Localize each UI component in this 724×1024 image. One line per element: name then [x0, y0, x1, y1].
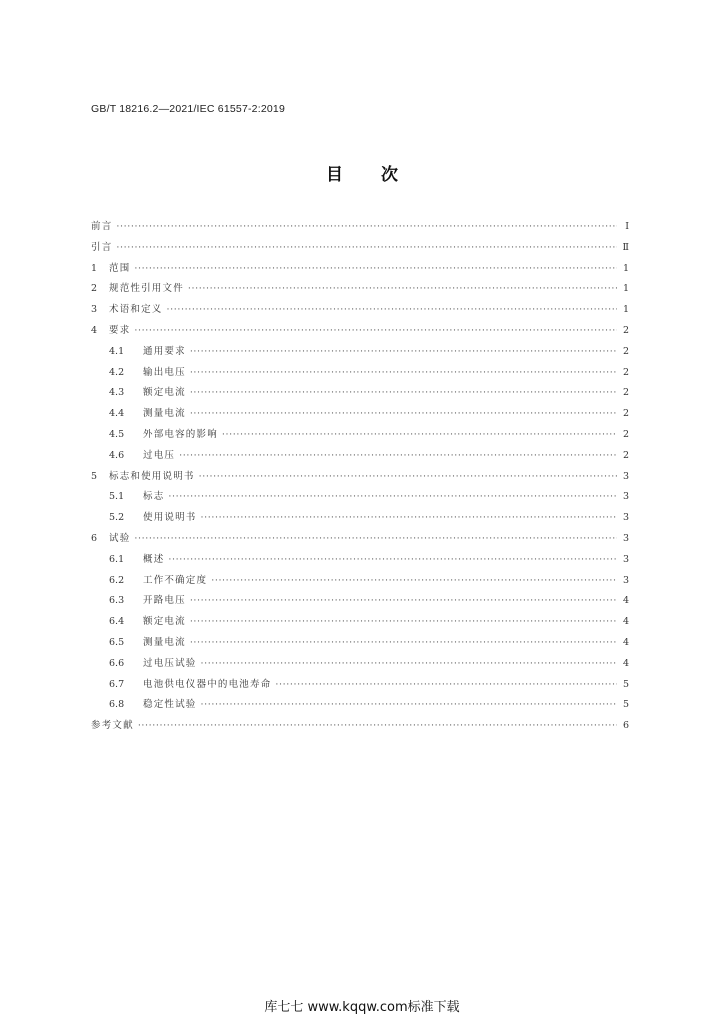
toc-dot-leader [275, 675, 617, 696]
toc-entry-number: 5 [91, 470, 98, 482]
toc-entry[interactable] [91, 363, 629, 384]
footer-watermark: 库七七 www.kqqw.com标准下载 [264, 1000, 460, 1015]
toc-dot-leader [116, 217, 617, 238]
toc-dot-leader [167, 300, 617, 321]
toc-entry-label: 前言 [91, 221, 113, 232]
toc-dot-leader [134, 259, 617, 280]
toc-entry-label: 测量电流 [143, 408, 186, 420]
toc-dot-leader [201, 654, 617, 675]
toc-dot-leader [201, 508, 617, 529]
toc-dot-leader [201, 695, 617, 716]
toc-entry-label: 工作不确定度 [143, 574, 208, 586]
toc-dot-leader [168, 487, 617, 508]
toc-dot-leader [190, 633, 617, 654]
table-of-contents [91, 217, 629, 737]
toc-entry-label: 过电压 [143, 449, 176, 461]
toc-entry-number: 4.2 [109, 366, 125, 378]
toc-entry-page: 2 [622, 345, 629, 357]
toc-entry-page: 6 [622, 720, 629, 732]
toc-entry-label: 稳定性试验 [143, 699, 197, 711]
toc-entry[interactable] [91, 279, 629, 300]
toc-dot-leader [168, 550, 617, 571]
toc-entry-label: 标志 [143, 491, 165, 503]
toc-entry-page: 3 [622, 574, 629, 586]
toc-entry-label: 范围 [109, 262, 131, 274]
toc-dot-leader [116, 238, 617, 259]
toc-entry-page: 1 [622, 304, 629, 316]
toc-entry-label: 过电压试验 [143, 657, 197, 669]
toc-entry-page: 2 [622, 449, 629, 461]
toc-entry-number: 6.4 [109, 616, 125, 628]
toc-entry-page: 3 [622, 553, 629, 565]
toc-entry[interactable] [91, 654, 629, 675]
toc-entry-number: 5.1 [109, 491, 125, 503]
toc-entry-page: 2 [622, 366, 629, 378]
toc-entry-page: 3 [622, 491, 629, 503]
toc-dot-leader [199, 467, 617, 488]
toc-entry-page: 1 [622, 262, 629, 274]
toc-entry-label: 电池供电仪器中的电池寿命 [143, 678, 272, 690]
toc-entry-page: 2 [622, 387, 629, 399]
toc-entry[interactable] [91, 321, 629, 342]
toc-entry-number: 6.5 [109, 636, 125, 648]
toc-entry-page: 3 [622, 532, 629, 544]
toc-entry-label: 参考文献 [91, 720, 134, 732]
toc-entry[interactable] [91, 529, 629, 550]
toc-entry-number: 5.2 [109, 512, 125, 524]
toc-entry-label: 要求 [109, 324, 131, 336]
toc-entry-page: 4 [622, 657, 629, 669]
toc-entry-number: 6.2 [109, 574, 125, 586]
toc-entry-number: 6.7 [109, 678, 125, 690]
toc-entry[interactable] [91, 383, 629, 404]
toc-entry-label: 使用说明书 [143, 512, 197, 524]
toc-dot-leader [134, 321, 617, 342]
toc-dot-leader [190, 342, 617, 363]
toc-entry-page: 2 [622, 408, 629, 420]
toc-entry-label: 术语和定义 [109, 304, 163, 316]
toc-entry[interactable] [91, 695, 629, 716]
toc-entry[interactable] [91, 238, 629, 259]
toc-entry-page: 3 [622, 512, 629, 524]
toc-dot-leader [190, 404, 617, 425]
toc-dot-leader [188, 279, 617, 300]
toc-entry-number: 4.6 [109, 449, 125, 461]
toc-entry-page: 3 [622, 470, 629, 482]
toc-entry[interactable] [91, 716, 629, 737]
toc-entry-label: 测量电流 [143, 636, 186, 648]
toc-entry-label: 额定电流 [143, 387, 186, 399]
toc-entry-label: 引言 [91, 241, 113, 253]
toc-entry[interactable] [91, 612, 629, 633]
toc-dot-leader [134, 529, 617, 550]
toc-entry[interactable] [91, 404, 629, 425]
toc-entry-label: 输出电压 [143, 366, 186, 378]
toc-title: 目次 [326, 165, 436, 185]
toc-entry[interactable] [91, 550, 629, 571]
toc-dot-leader [190, 383, 617, 404]
toc-entry-label: 开路电压 [143, 595, 186, 607]
toc-entry-page: 5 [622, 699, 629, 711]
toc-entry[interactable] [91, 467, 629, 488]
toc-dot-leader [211, 571, 617, 592]
toc-dot-leader [179, 446, 617, 467]
toc-entry-number: 4.5 [109, 428, 125, 440]
toc-entry-number: 4.3 [109, 387, 125, 399]
toc-entry-label: 额定电流 [143, 616, 186, 628]
toc-entry-number: 6 [91, 532, 98, 544]
standard-identifier: GB/T 18216.2—2021/IEC 61557-2:2019 [91, 103, 285, 115]
toc-entry[interactable] [91, 571, 629, 592]
toc-entry-number: 6.8 [109, 699, 125, 711]
toc-entry[interactable] [91, 259, 629, 280]
toc-entry[interactable] [91, 591, 629, 612]
toc-entry[interactable] [91, 446, 629, 467]
toc-entry-page: 4 [622, 636, 629, 648]
toc-dot-leader [190, 612, 617, 633]
toc-entry-label: 外部电容的影响 [143, 428, 218, 440]
toc-entry-number: 3 [91, 304, 98, 316]
toc-entry-page: 5 [622, 678, 629, 690]
toc-entry[interactable] [91, 508, 629, 529]
toc-entry[interactable] [91, 342, 629, 363]
toc-entry[interactable] [91, 300, 629, 321]
toc-entry-number: 1 [91, 262, 98, 274]
toc-dot-leader [138, 716, 617, 737]
toc-entry-page: 2 [622, 428, 629, 440]
toc-entry-page: 2 [622, 324, 629, 336]
toc-entry-page: Ⅱ [622, 241, 629, 253]
toc-entry[interactable] [91, 633, 629, 654]
toc-entry-number: 4.1 [109, 345, 125, 357]
toc-dot-leader [190, 591, 617, 612]
toc-dot-leader [222, 425, 617, 446]
toc-entry-label: 标志和使用说明书 [109, 470, 195, 482]
toc-entry-number: 6.3 [109, 595, 125, 607]
toc-entry-number: 6.1 [109, 553, 125, 565]
toc-entry[interactable] [91, 217, 629, 238]
toc-entry[interactable] [91, 487, 629, 508]
toc-entry-number: 4.4 [109, 408, 125, 420]
toc-entry-page: 1 [622, 283, 629, 295]
toc-entry-label: 规范性引用文件 [109, 283, 184, 295]
toc-entry-page: 4 [622, 595, 629, 607]
toc-entry-number: 4 [91, 324, 98, 336]
toc-dot-leader [190, 363, 617, 384]
toc-entry[interactable] [91, 425, 629, 446]
toc-entry-label: 试验 [109, 532, 131, 544]
toc-entry-label: 概述 [143, 553, 165, 565]
toc-entry[interactable] [91, 675, 629, 696]
toc-entry-label: 通用要求 [143, 345, 186, 357]
toc-entry-page: 4 [622, 616, 629, 628]
toc-entry-page: Ⅰ [625, 221, 629, 232]
toc-entry-number: 2 [91, 283, 98, 295]
toc-entry-number: 6.6 [109, 657, 125, 669]
